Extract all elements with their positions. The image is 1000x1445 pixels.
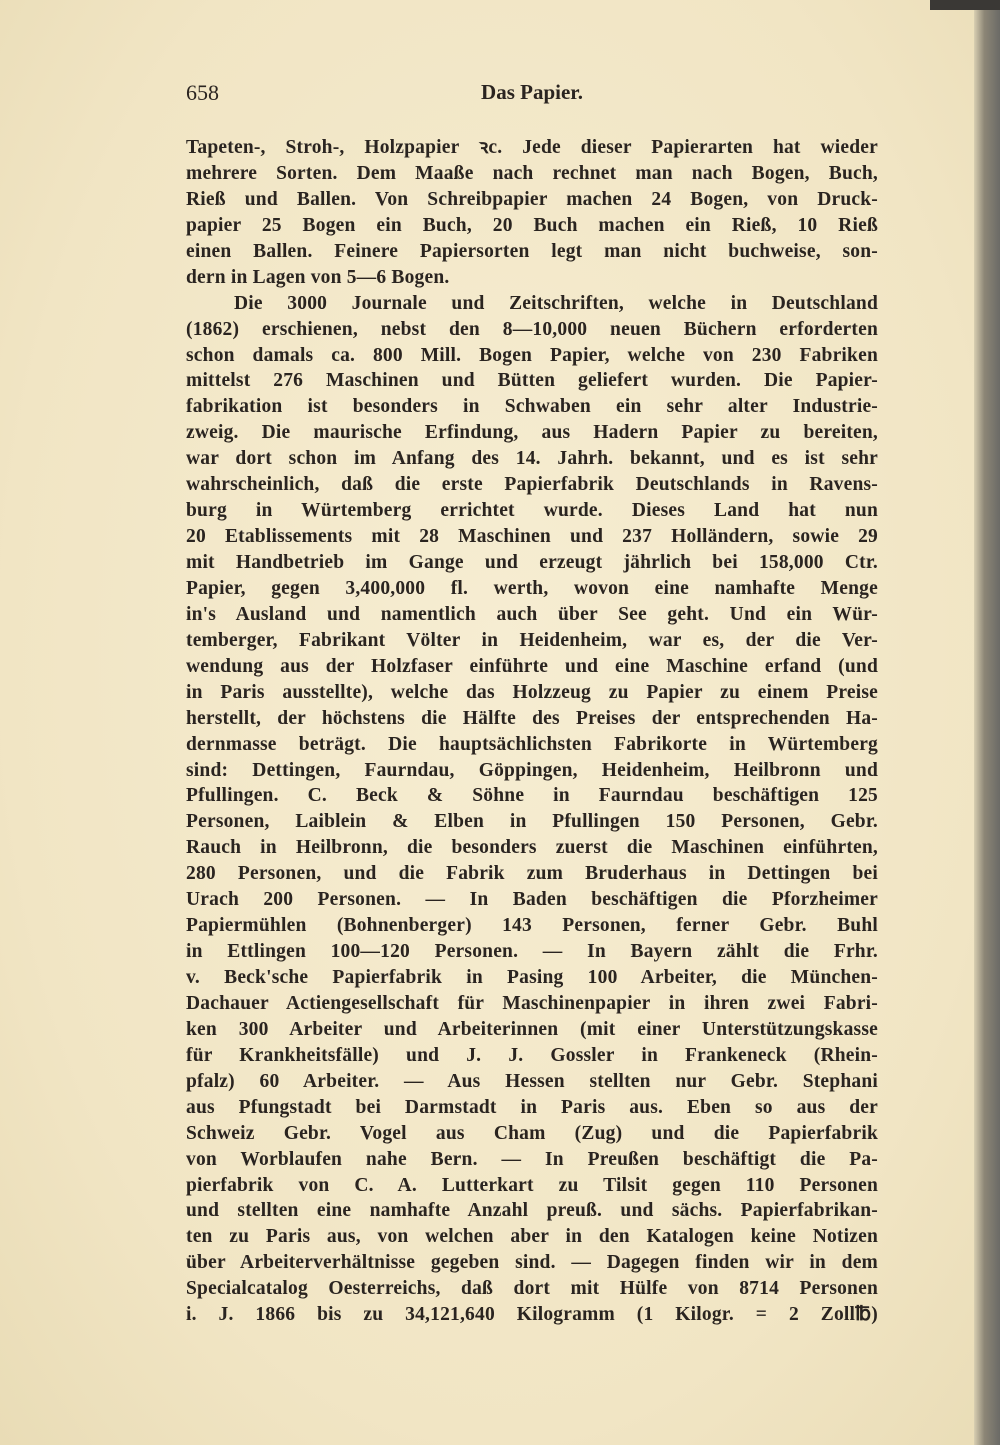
text-line: aus Pfungstadt bei Darmstadt in Paris aus. Eben so aus der: [186, 1096, 878, 1118]
text-line: v. Beck'sche Papierfabrik in Pasing 100 Arbeiter, die München-: [186, 967, 878, 988]
text-line: pfalz) 60 Arbeiter. — Aus Hessen stellten nur Gebr. Stephani: [186, 1070, 878, 1092]
text-line: Papier, gegen 3,400,000 fl. werth, wovon eine namhafte Menge: [186, 577, 878, 599]
text-line: papier 25 Bogen ein Buch, 20 Buch machen ein Rieß, 10 Rieß: [186, 214, 878, 236]
text-line: mehrere Sorten. Dem Maaße nach rechnet man nach Bogen, Buch,: [186, 162, 878, 184]
text-line: Die 3000 Journale und Zeitschriften, welche in Deutschland: [234, 292, 878, 314]
text-line: 20 Etablissements mit 28 Maschinen und 237 Holländern, sowie 29: [186, 526, 878, 548]
text-line: Tapeten-, Stroh-, Holzpapier ꝛc. Jede dieser Papierarten hat wieder: [186, 137, 878, 158]
text-line: i. J. 1866 bis zu 34,121,640 Kilogramm (1 Kilogr. = 2 Zoll℔): [186, 1304, 878, 1326]
text-line: Rauch in Heilbronn, die besonders zuerst die Maschinen einführten,: [186, 837, 878, 859]
text-line: dernmasse beträgt. Die hauptsächlichsten Fabrikorte in Würtemberg: [186, 733, 878, 755]
text-line: temberger, Fabrikant Völter in Heidenheim, war es, der die Ver-: [186, 629, 878, 651]
page-header: [186, 80, 878, 110]
text-line: Personen, Laiblein & Elben in Pfullingen 150 Personen, Gebr.: [186, 811, 878, 833]
text-line: Specialcatalog Oesterreichs, daß dort mit Hülfe von 8714 Personen: [186, 1278, 878, 1300]
text-line: pierfabrik von C. A. Lutterkart zu Tilsit gegen 110 Personen: [186, 1174, 878, 1196]
paragraph: [186, 135, 878, 291]
paragraph: [186, 291, 878, 1329]
text-line: mit Handbetrieb im Gange und erzeugt jährlich bei 158,000 Ctr.: [186, 552, 878, 573]
text-line: in Ettlingen 100—120 Personen. — In Bayern zählt die Frhr.: [186, 941, 878, 963]
text-line: in Paris ausstellte), welche das Holzzeug zu Papier zu einem Preise: [186, 681, 878, 703]
text-line: in's Ausland und namentlich auch über See geht. Und ein Wür-: [186, 603, 878, 625]
text-line: sind: Dettingen, Faurndau, Göppingen, Heidenheim, Heilbronn und: [186, 759, 878, 781]
text-line: (1862) erschienen, nebst den 8—10,000 neuen Büchern erforderten: [186, 318, 878, 340]
running-title: Das Papier.: [481, 80, 583, 104]
text-line: Papiermühlen (Bohnenberger) 143 Personen, ferner Gebr. Buhl: [186, 915, 878, 937]
body-text: [186, 135, 878, 1328]
text-line: zweig. Die maurische Erfindung, aus Hadern Papier zu bereiten,: [186, 422, 878, 444]
text-line: herstellt, der höchstens die Hälfte des Preises der entsprechenden Ha-: [186, 707, 878, 729]
text-line: schon damals ca. 800 Mill. Bogen Papier, welche von 230 Fabriken: [186, 344, 878, 366]
text-line: wendung aus der Holzfaser einführte und eine Maschine erfand (und: [186, 655, 878, 677]
text-line: war dort schon im Anfang des 14. Jahrh. bekannt, und es ist sehr: [186, 448, 878, 470]
text-line: ten zu Paris aus, von welchen aber in den Katalogen keine Notizen: [186, 1226, 878, 1248]
text-line: Rieß und Ballen. Von Schreibpapier machen 24 Bogen, von Druck-: [186, 188, 878, 210]
text-line: einen Ballen. Feinere Papiersorten legt man nicht buchweise, son-: [186, 240, 878, 262]
scan-edge-shadow: [930, 0, 1000, 10]
text-line: dern in Lagen von 5—6 Bogen.: [186, 266, 450, 288]
text-line: für Krankheitsfälle) und J. J. Gossler in Frankeneck (Rhein-: [186, 1044, 878, 1066]
text-line: mittelst 276 Maschinen und Bütten geliefert wurden. Die Papier-: [186, 370, 878, 392]
text-line: fabrikation ist besonders in Schwaben ein sehr alter Industrie-: [186, 396, 878, 418]
text-line: Pfullingen. C. Beck & Söhne in Faurndau beschäftigen 125: [186, 785, 878, 807]
text-line: burg in Würtemberg errichtet wurde. Dieses Land hat nun: [186, 500, 878, 522]
text-line: Urach 200 Personen. — In Baden beschäftigen die Pforzheimer: [186, 889, 878, 911]
text-line: 280 Personen, und die Fabrik zum Bruderhaus in Dettingen bei: [186, 863, 878, 885]
text-line: und stellten eine namhafte Anzahl preuß. und sächs. Papierfabrikan-: [186, 1200, 878, 1222]
text-line: über Arbeiterverhältnisse gegeben sind. — Dagegen finden wir in dem: [186, 1252, 878, 1274]
text-line: ken 300 Arbeiter und Arbeiterinnen (mit einer Unterstützungskasse: [186, 1018, 878, 1040]
text-line: wahrscheinlich, daß die erste Papierfabrik Deutschlands in Ravens-: [186, 474, 878, 496]
page-number: 658: [186, 80, 219, 105]
text-line: Schweiz Gebr. Vogel aus Cham (Zug) und die Papierfabrik: [186, 1122, 878, 1144]
text-line: Dachauer Actiengesellschaft für Maschinenpapier in ihren zwei Fabri-: [186, 992, 878, 1014]
scan-page-edge: [974, 0, 1000, 1445]
text-line: von Worblaufen nahe Bern. — In Preußen beschäftigt die Pa-: [186, 1148, 878, 1170]
